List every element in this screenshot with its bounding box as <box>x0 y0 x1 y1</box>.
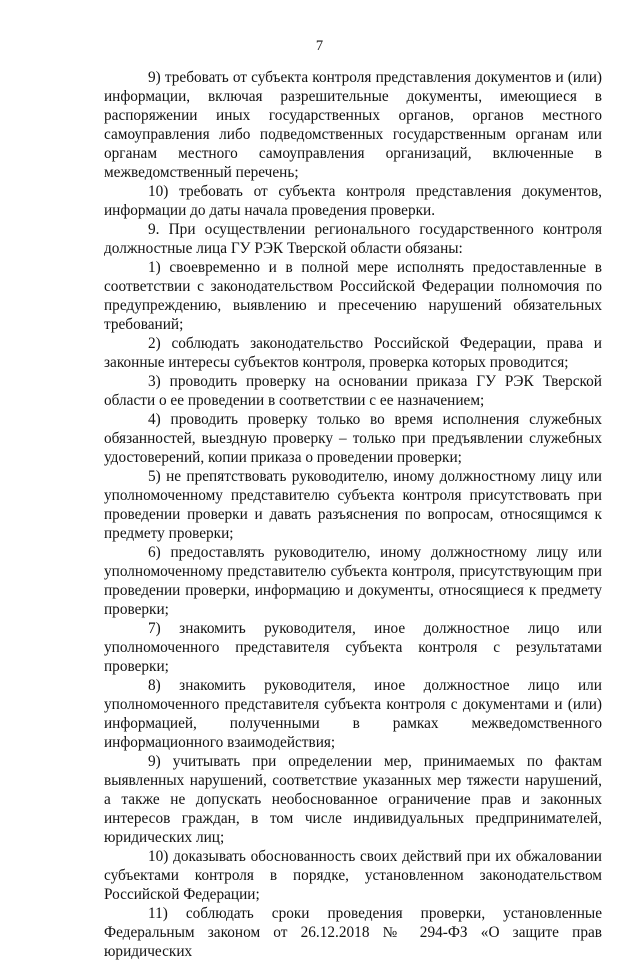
paragraph-duty-5: 5) не препятствовать руководителю, иному должностному лицу или уполномоченному представителю субъекта контроля присутствовать при проведении проверки и давать разъяснения по вопросам, относящимся к предмету проверки; <box>104 468 602 542</box>
paragraph-duty-11: 11) соблюдать сроки проведения проверки, установленные Федеральным законом от 26.12.2018 № 294-ФЗ «О защите прав юридических <box>104 905 602 960</box>
paragraph-item-10-rights: 10) требовать от субъекта контроля представления документов, информации до даты начала проведения проверки. <box>104 183 602 219</box>
paragraph-duty-9: 9) учитывать при определении мер, принимаемых по фактам выявленных нарушений, соответствие указанных мер тяжести нарушений, а также не допускать необоснованное ограничение прав и законных интересов граждан, в том числе индивидуальных предпринимателей, юридических лиц; <box>104 753 602 846</box>
paragraph-duty-6: 6) предоставлять руководителю, иному должностному лицу или уполномоченному представителю субъекта контроля, присутствующим при проведении проверки, информацию и документы, относящиеся к предмету проверки; <box>104 544 602 618</box>
paragraph-duty-3: 3) проводить проверку на основании приказа ГУ РЭК Тверской области о ее проведении в соответствии с ее назначением; <box>104 373 602 409</box>
page-number: 7 <box>315 38 324 54</box>
paragraph-section-9-duties: 9. При осуществлении регионального государственного контроля должностные лица ГУ РЭК Тверской области обязаны: <box>104 221 602 257</box>
paragraph-duty-1: 1) своевременно и в полной мере исполнять предоставленные в соответствии с законодательством Российской Федерации полномочия по предупреждению, выявлению и пресечению нарушений обязательных требований; <box>104 259 602 333</box>
paragraph-duty-8: 8) знакомить руководителя, иное должностное лицо или уполномоченного представителя субъекта контроля с документами и (или) информацией, полученными в рамках межведомственного информационного взаимодействия; <box>104 677 602 751</box>
paragraph-item-9-rights: 9) требовать от субъекта контроля представления документов и (или) информации, включая разрешительные документы, имеющиеся в распоряжении иных государственных органов, органов местного самоуправления либо подведомственных государственным органам или органам местного самоуправления организаций, включенные в межведомственный перечень; <box>104 69 602 181</box>
paragraph-duty-7: 7) знакомить руководителя, иное должностное лицо или уполномоченного представителя субъекта контроля с результатами проверки; <box>104 620 602 675</box>
paragraph-duty-10: 10) доказывать обоснованность своих действий при их обжаловании субъектами контроля в порядке, установленном законодательством Российской Федерации; <box>104 848 602 903</box>
paragraph-duty-2: 2) соблюдать законодательство Российской Федерации, права и законные интересы субъектов контроля, проверка которых проводится; <box>104 335 602 371</box>
document-body <box>104 68 602 961</box>
paragraph-duty-4: 4) проводить проверку только во время исполнения служебных обязанностей, выездную проверку – только при предъявлении служебных удостоверений, копии приказа о проведении проверки; <box>104 411 602 466</box>
